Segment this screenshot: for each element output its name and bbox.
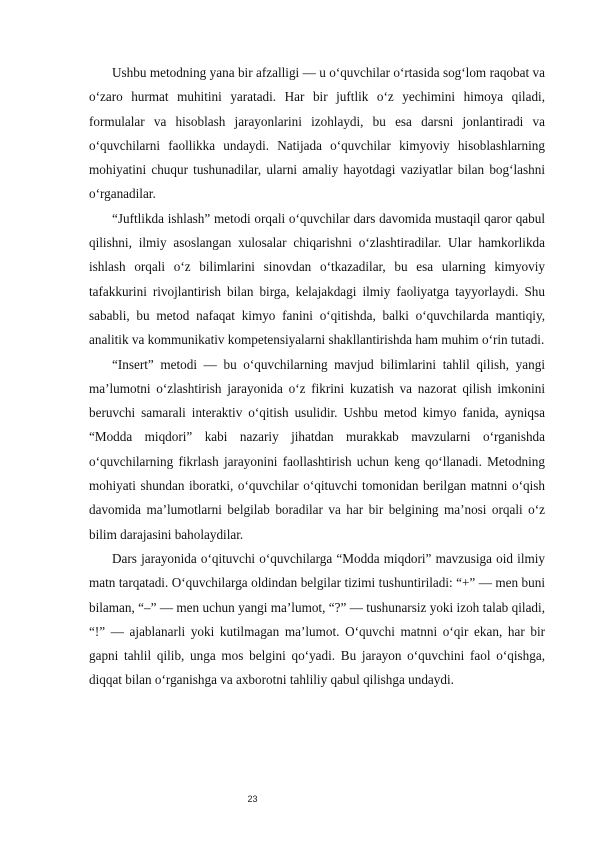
page-number: 23 — [247, 794, 258, 804]
paragraph-1: Ushbu metodning yana bir afzalligi — u o‘quvchilar o‘rtasida sog‘lom raqobat va o‘zaro hurmat muhitini yaratadi. Har bir juftlik o‘z yechimini himoya qiladi, formulalar va hisoblash jarayonlarini izohlaydi, bu esa darsni jonlantiradi va o‘quvchilarni faollikka undaydi. Natijada o‘quvchilar kimyoviy hisoblashlarning mohiyatini chuqur tushunadilar, ularni amaliy hayotdagi vaziyatlar bilan bog‘lashni o‘rganadilar. — [89, 65, 545, 202]
paragraph-2: “Juftlikda ishlash” metodi orqali o‘quvchilar dars davomida mustaqil qaror qabul qilishni, ilmiy asoslangan xulosalar chiqarishni o‘zlashtiradilar. Ular hamkorlikda ishlash orqali o‘z bilimlarini sinovdan o‘tkazadilar, bu esa ularning kimyoviy tafakkurini rivojlantirish bilan birga, kelajakdagi ilmiy faoliyatga tayyorlaydi. Shu sababli, bu metod nafaqat kimyo fanini o‘qitishda, balki o‘quvchilarda mantiqiy, analitik va kommunikativ kompetensiyalarni shakllantirishda ham muhim o‘rin tutadi. — [89, 210, 545, 348]
paragraph-3: “Insert” metodi — bu o‘quvchilarning mavjud bilimlarini tahlil qilish, yangi ma’lumotni o‘zlashtirish jarayonida o‘z fikrini kuzatish va nazorat qilish imkonini beruvchi samarali interaktiv o‘qitish usulidir. Ushbu metod kimyo fanida, ayniqsa “Modda miqdori” kabi nazariy jihatdan murakkab mavzularni o‘rganishda o‘quvchilarning fikrlash jarayonini faollashtirish uchun keng qo‘llanadi. Metodning mohiyati shundan iboratki, o‘quvchilar o‘qituvchi tomonidan berilgan matnni o‘qish davomida ma’lumotlarni belgilab boradilar va har bir belgining ma’nosi orqali o‘z bilim darajasini baholaydilar. — [89, 356, 545, 542]
document-body — [89, 61, 545, 693]
paragraph-4: Dars jarayonida o‘qituvchi o‘quvchilarga “Modda miqdori” mavzusiga oid ilmiy matn tarqatadi. O‘quvchilarga oldindan belgilar tizimi tushuntiriladi: “+” — men buni bilaman, “–” — men uchun yangi ma’lumot, “?” — tushunarsiz yoki izoh talab qiladi, “!” — ajablanarli yoki kutilmagan ma’lumot. O‘quvchi matnni o‘qir ekan, har bir gapni tahlil qilib, unga mos belgini qo‘yadi. Bu jarayon o‘quvchini faol o‘qishga, diqqat bilan o‘rganishga va axborotni tahliliy qabul qilishga undaydi. — [89, 550, 545, 688]
